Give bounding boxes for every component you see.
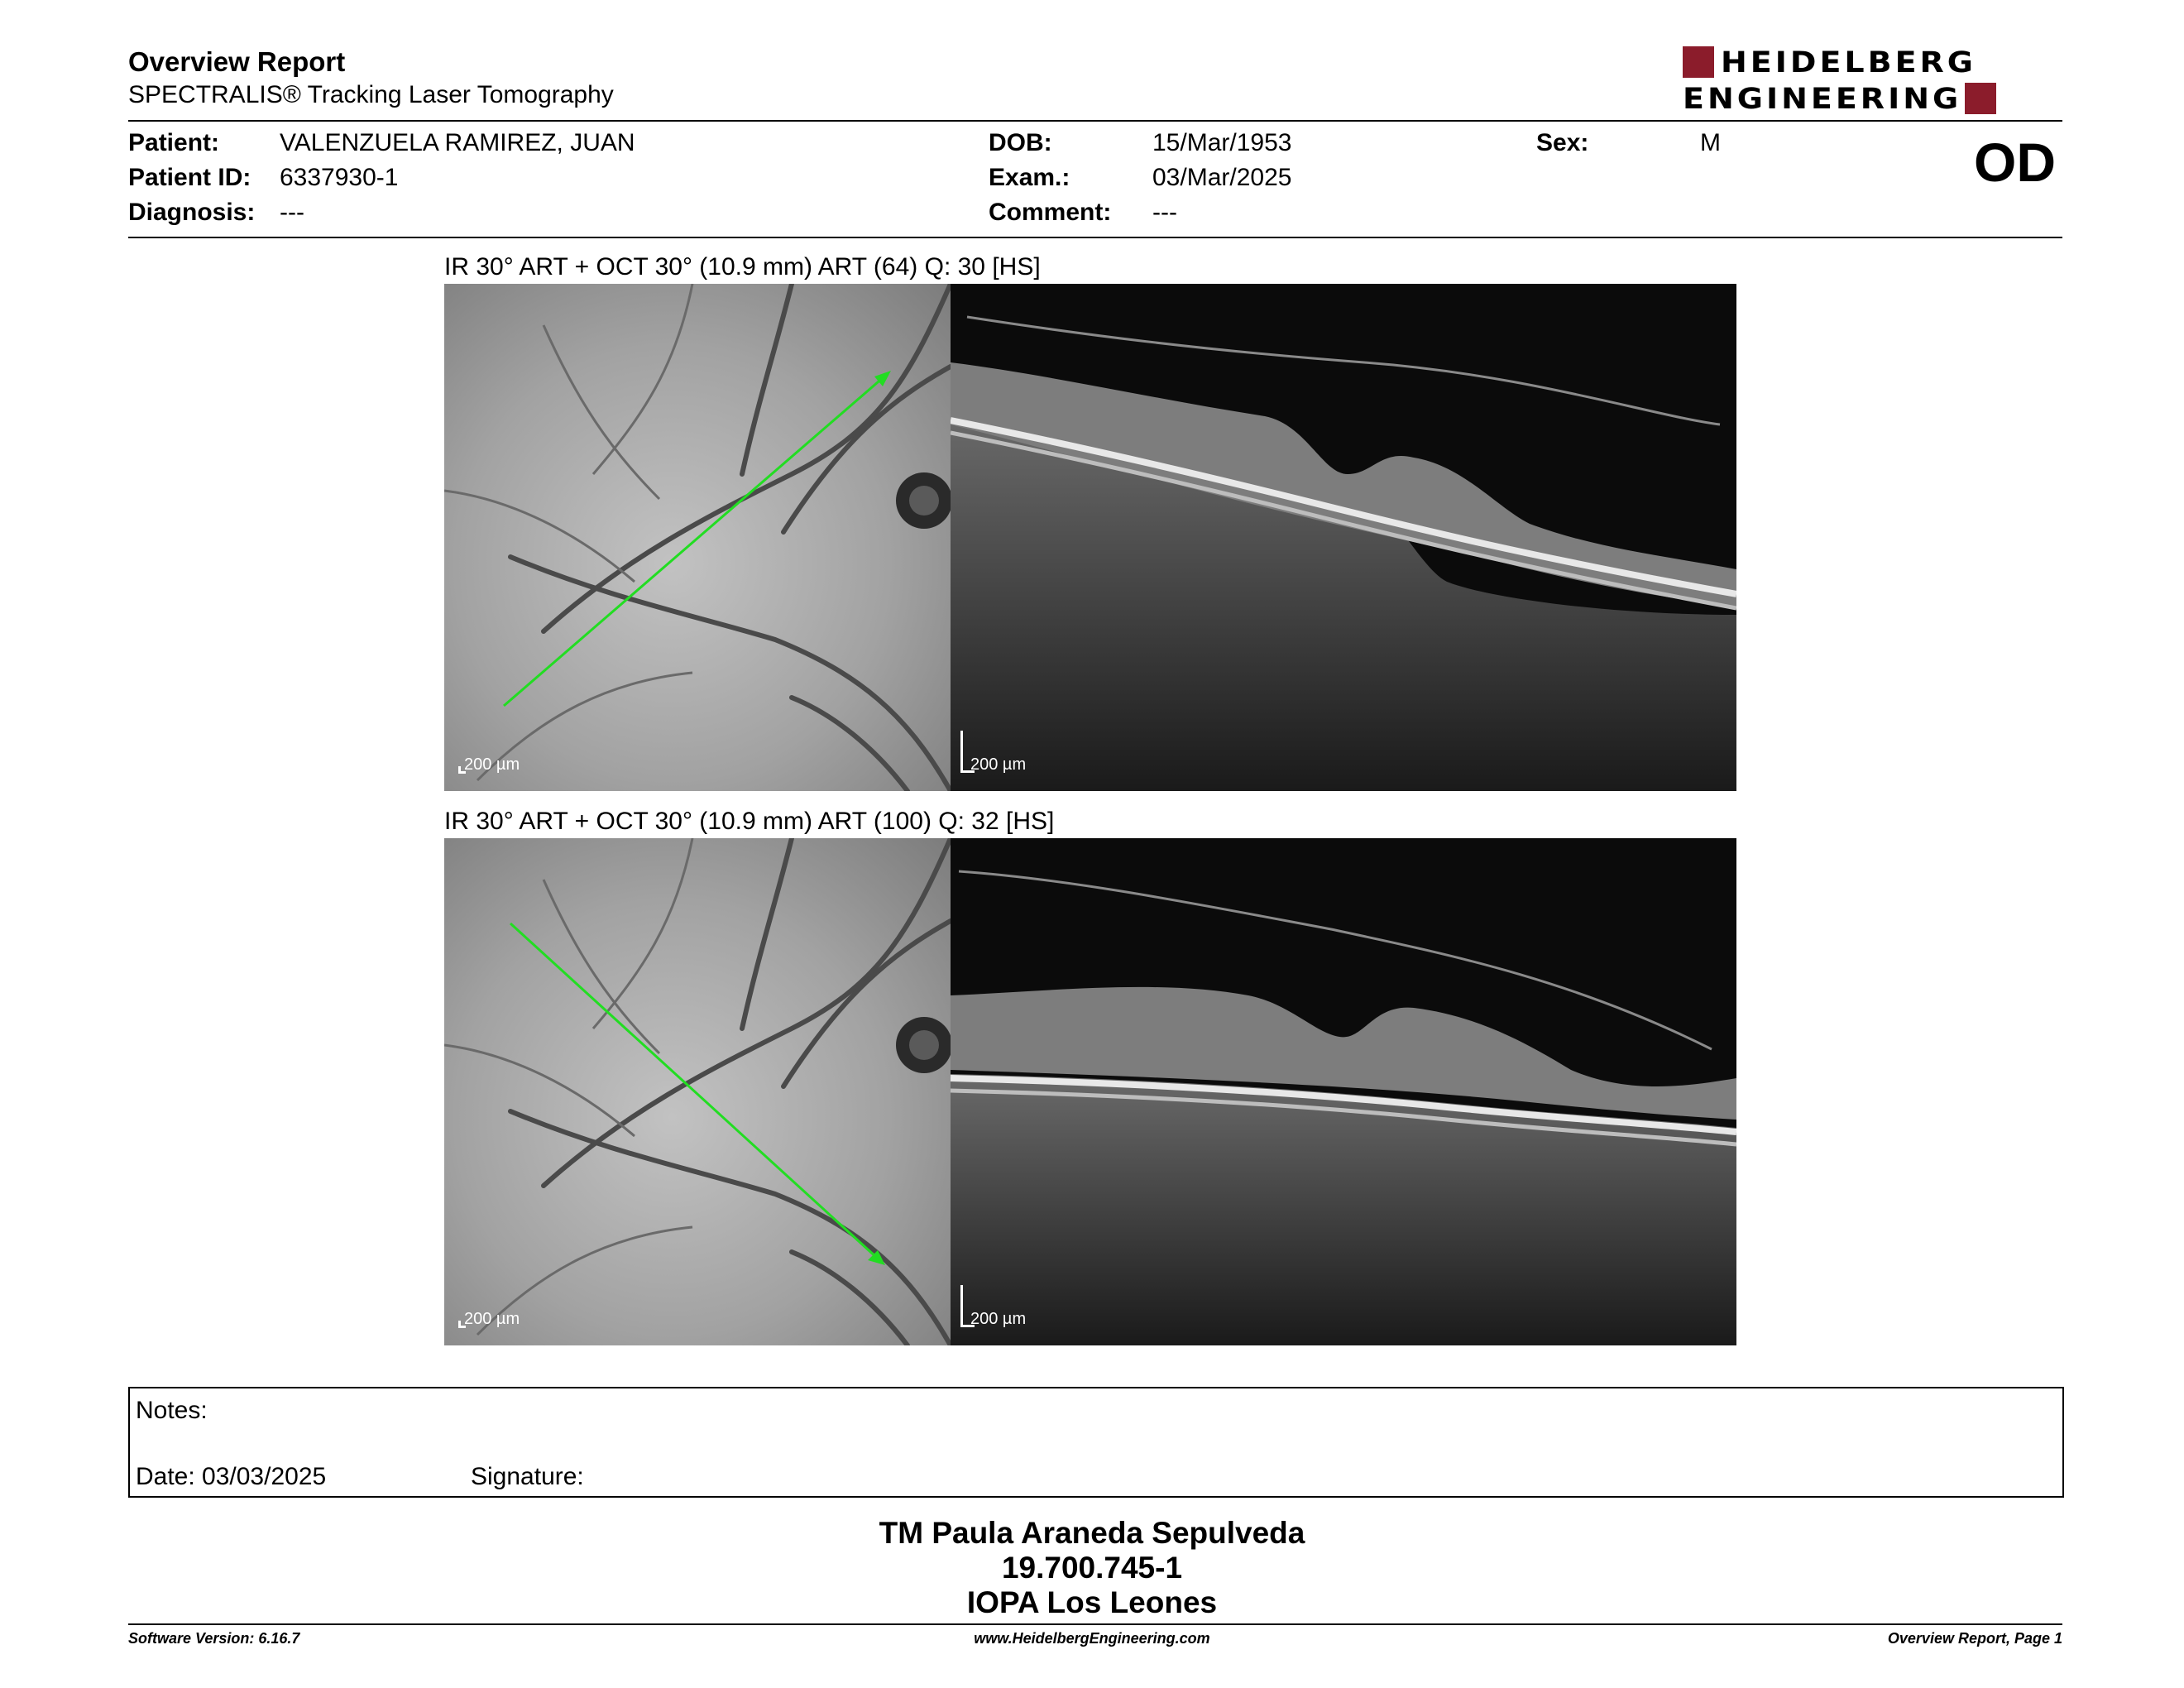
fundus-image: [444, 838, 951, 1345]
sex-value: M: [1700, 129, 1721, 156]
scan-caption: IR 30° ART + OCT 30° (10.9 mm) ART (100) Q: 32 [HS]: [444, 808, 1055, 835]
fundus-vessels: [444, 838, 951, 1345]
diagnosis-label: Diagnosis:: [128, 199, 256, 226]
oct-scale-label: 200 µm: [970, 755, 1027, 774]
oct-bscan-image: [951, 284, 1736, 791]
header-divider: [128, 120, 2062, 122]
eye-indicator: OD: [1974, 132, 2056, 193]
logo-line-1: HEIDELBERG: [1721, 45, 1976, 79]
fundus-scale-label: 200 µm: [464, 1310, 520, 1328]
comment-value: ---: [1152, 199, 1177, 226]
comment-label: Comment:: [989, 199, 1112, 226]
notes-box: [128, 1387, 2064, 1498]
oct-retina-layers: [951, 838, 1736, 1345]
diagnosis-value: ---: [280, 199, 304, 226]
page-indicator: Overview Report, Page 1: [1887, 1630, 2062, 1647]
exam-date: 03/Mar/2025: [1152, 164, 1292, 191]
heidelberg-logo: [1683, 46, 2063, 114]
software-version: Software Version: 6.16.7: [128, 1630, 300, 1647]
notes-label: Notes:: [136, 1397, 208, 1424]
patient-divider: [128, 237, 2062, 238]
fundus-image: [444, 284, 951, 791]
scan-caption: IR 30° ART + OCT 30° (10.9 mm) ART (64) Q: 30 [HS]: [444, 253, 1041, 281]
oct-bscan-image: [951, 838, 1736, 1345]
logo-line-2: ENGINEERING: [1683, 81, 1962, 116]
patient-label: Patient:: [128, 129, 220, 156]
patient-id: 6337930-1: [280, 164, 399, 191]
dob-value: 15/Mar/1953: [1152, 129, 1292, 156]
fundus-scale-label: 200 µm: [464, 755, 520, 774]
notes-date: Date: 03/03/2025: [136, 1463, 327, 1490]
patient-id-label: Patient ID:: [128, 164, 251, 191]
logo-square-icon: [1965, 83, 1996, 114]
patient-name: VALENZUELA RAMIREZ, JUAN: [280, 129, 635, 156]
signatory-id: 19.700.745-1: [1001, 1551, 1183, 1585]
signatory-name: TM Paula Araneda Sepulveda: [879, 1516, 1305, 1550]
signatory-institution: IOPA Los Leones: [966, 1585, 1218, 1619]
sex-label: Sex:: [1536, 129, 1589, 156]
website-link[interactable]: www.HeidelbergEngineering.com: [974, 1630, 1210, 1647]
footer-divider: [128, 1623, 2062, 1625]
logo-square-icon: [1683, 46, 1714, 78]
dob-label: DOB:: [989, 129, 1052, 156]
signature-label: Signature:: [471, 1463, 584, 1490]
fundus-vessels: [444, 284, 951, 791]
report-title: Overview Report: [128, 46, 346, 77]
exam-label: Exam.:: [989, 164, 1070, 191]
oct-retina-layers: [951, 284, 1736, 791]
oct-scale-label: 200 µm: [970, 1310, 1027, 1328]
report-subtitle: SPECTRALIS® Tracking Laser Tomography: [128, 81, 614, 108]
